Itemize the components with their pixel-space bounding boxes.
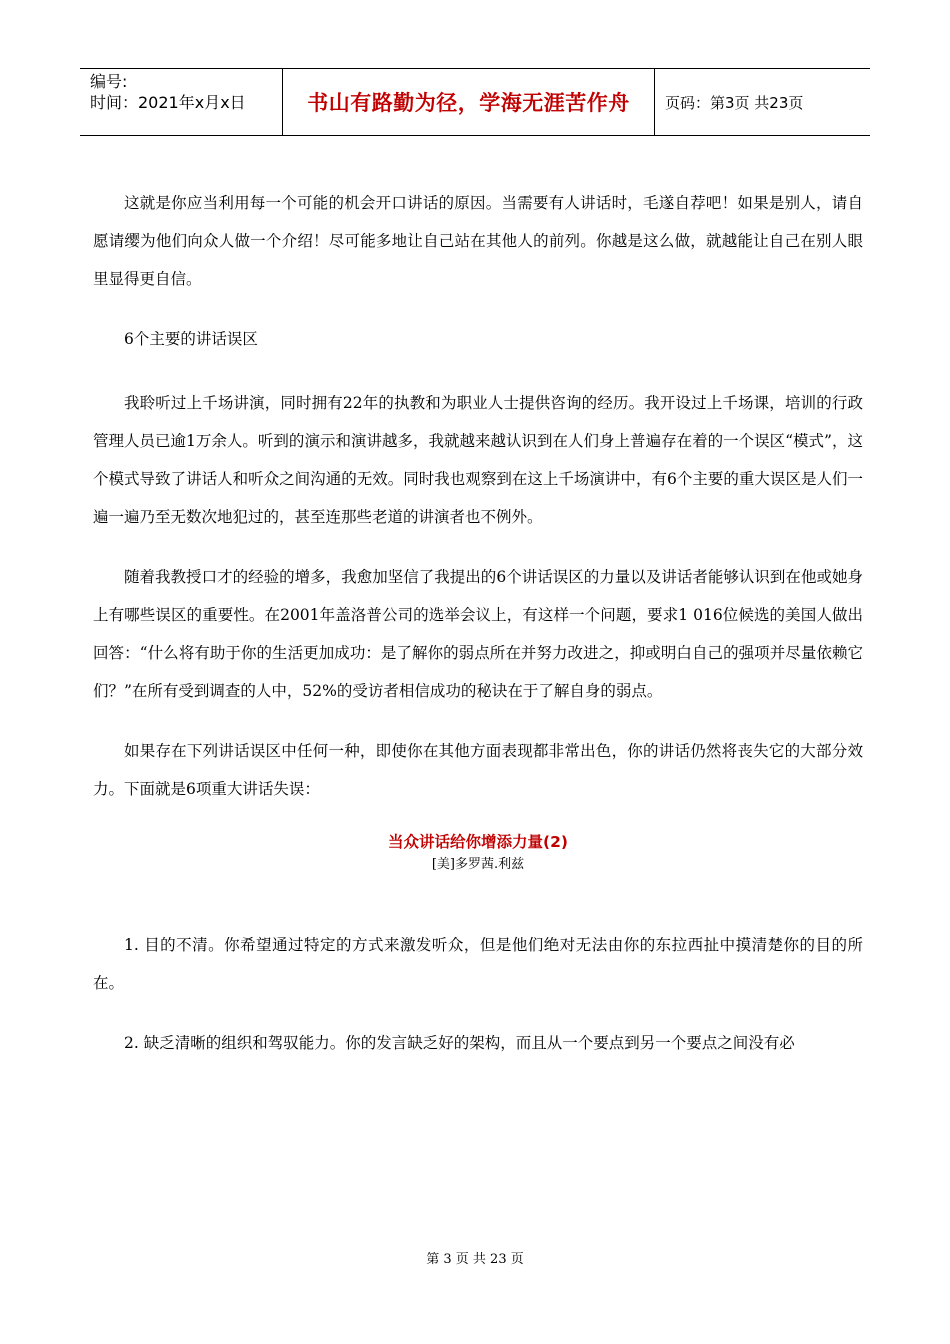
page-header: [80, 68, 870, 136]
article-title: 当众讲话给你增添力量(2): [388, 833, 568, 851]
document-date-label: 时间：2021年x月x日: [90, 93, 246, 112]
page-footer: 第 3 页 共 23 页: [426, 1252, 524, 1267]
header-motto: 书山有路勤为径，学海无涯苦作舟: [283, 69, 655, 135]
list-item: 2. 缺乏清晰的组织和驾驭能力。你的发言缺乏好的架构，而且从一个要点到另一个要点之间没有必: [124, 1034, 795, 1052]
body-paragraph: 随着我教授口才的经验的增多，我愈加坚信了我提出的6个讲话误区的力量以及讲话者能够认识到在他或她身上有哪些误区的重要性。在2001年盖洛普公司的选举会议上，有这样一个问题，要求1 016位候选的美国人做出回答：“什么将有助于你的生活更加成功：是了解你的弱点所在并努力改进之，抑或明白自己的强项并尽量依赖它们？”在所有受到调查的人中，52%的受访者相信成功的秘诀在于了解自身的弱点。: [93, 568, 863, 700]
list-item: 1. 目的不清。你希望通过特定的方式来激发听众，但是他们绝对无法由你的东拉西扯中摸清楚你的目的所在。: [93, 936, 863, 992]
article-author: [美]多罗茜.利兹: [431, 857, 525, 872]
section-heading: 6个主要的讲话误区: [124, 330, 258, 348]
document-body: [93, 184, 863, 1084]
header-page-code: 页码：第3页 共23页: [665, 93, 804, 112]
body-paragraph: 这就是你应当利用每一个可能的机会开口讲话的原因。当需要有人讲话时，毛遂自荐吧！如果是别人，请自愿请缨为他们向众人做一个介绍！尽可能多地让自己站在其他人的前列。你越是这么做，就越能让自己在别人眼里显得更自信。: [93, 194, 863, 288]
header-meta: [80, 69, 283, 135]
document-number-label: 编号:: [90, 72, 128, 91]
body-paragraph: 我聆听过上千场讲演，同时拥有22年的执教和为职业人士提供咨询的经历。我开设过上千场课，培训的行政管理人员已逾1万余人。听到的演示和演讲越多，我就越来越认识到在人们身上普遍存在着的一个误区“模式”，这个模式导致了讲话人和听众之间沟通的无效。同时我也观察到在这上千场演讲中，有6个主要的重大误区是人们一遍一遍乃至无数次地犯过的，甚至连那些老道的讲演者也不例外。: [93, 394, 863, 526]
body-paragraph: 如果存在下列讲话误区中任何一种，即使你在其他方面表现都非常出色，你的讲话仍然将丧失它的大部分效力。下面就是6项重大讲话失误：: [93, 742, 863, 798]
